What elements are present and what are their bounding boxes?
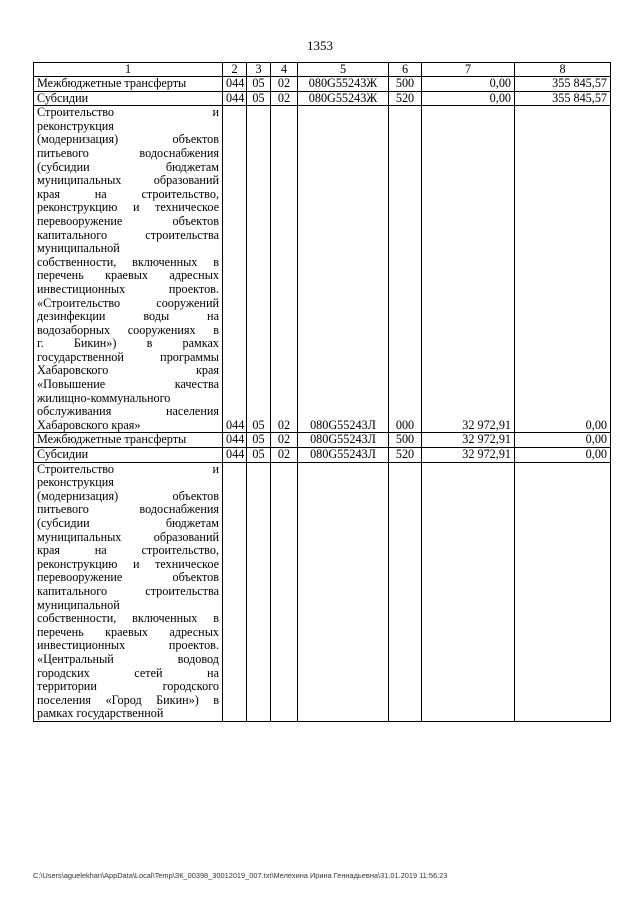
description-line: муниципальной [37, 241, 120, 256]
cell-section: 05 [247, 77, 271, 92]
description-line: дезинфекции воды на [37, 309, 219, 324]
page-number: 1353 [307, 38, 333, 53]
cell-subsection: 02 [271, 106, 298, 433]
cell-target: 080G55243Ж [298, 77, 389, 92]
cell-type: 500 [389, 433, 422, 448]
cell-type: 520 [389, 91, 422, 106]
cell-subsection: 02 [271, 77, 298, 92]
cell-target: 080G55243Л [298, 448, 389, 463]
table-row [34, 77, 611, 92]
description-line: питьевого водоснабжения [37, 502, 219, 517]
description-line: инвестиционных проектов. [37, 638, 219, 653]
description-line: перевооружение объектов [37, 213, 219, 228]
description-line: реконструкцию и техническое [37, 200, 219, 215]
table-row-project-1 [34, 106, 611, 433]
description-line: собственности, включенных в [37, 611, 219, 626]
cell-empty [298, 462, 389, 721]
description-line: «Центральный водовод [37, 651, 219, 666]
table-row [34, 433, 611, 448]
cell-amount-7: 32 972,91 [422, 106, 515, 433]
cell-grbs: 044 [223, 448, 247, 463]
header-col-8: 8 [515, 63, 611, 77]
cell-section: 05 [247, 91, 271, 106]
cell-amount-7: 0,00 [422, 77, 515, 92]
header-col-5: 5 [298, 63, 389, 77]
description-line: перевооружение объектов [37, 570, 219, 585]
cell-empty [271, 462, 298, 721]
description-line: (модернизация) объектов [37, 488, 219, 503]
cell-amount-7: 32 972,91 [422, 433, 515, 448]
description-line: Хабаровского края» [37, 417, 141, 432]
cell-target: 080G55243Л [298, 433, 389, 448]
cell-target: 080G55243Л [298, 106, 389, 433]
description-line: «Повышение качества [37, 377, 219, 392]
description-line: поселения «Город Бикин») в [37, 692, 219, 707]
header-col-7: 7 [422, 63, 515, 77]
description-line: рамках государственной [37, 706, 164, 721]
row-name: Субсидии [34, 448, 223, 463]
description-line: края на строительство, [37, 543, 219, 558]
table-row-project-2 [34, 462, 611, 721]
header-col-3: 3 [247, 63, 271, 77]
description-line: капитального строительства [37, 583, 219, 598]
description-line: собственности, включенных в [37, 254, 219, 269]
description-line: муниципальных образований [37, 529, 219, 544]
project-2-text [37, 463, 219, 721]
row-name: Субсидии [34, 91, 223, 106]
cell-empty [223, 462, 247, 721]
file-path-footer: C:\Users\aguelekhan\AppData\Local\Temp\ЗК_00398_30012019_007.txt\Мелехина Ирина Геннадьевна\31.01.2019 11:56:23 [33, 871, 448, 880]
cell-subsection: 02 [271, 433, 298, 448]
cell-grbs: 044 [223, 433, 247, 448]
description-line: муниципальных образований [37, 173, 219, 188]
header-col-1: 1 [34, 63, 223, 77]
description-line: реконструкция [37, 118, 114, 133]
row-name: Межбюджетные трансферты [34, 433, 223, 448]
cell-grbs: 044 [223, 106, 247, 433]
header-col-2: 2 [223, 63, 247, 77]
cell-subsection: 02 [271, 91, 298, 106]
description-line: края на строительство, [37, 186, 219, 201]
description-line: «Строительство сооружений [37, 295, 219, 310]
cell-section: 05 [247, 448, 271, 463]
cell-amount-7: 32 972,91 [422, 448, 515, 463]
cell-empty [247, 462, 271, 721]
cell-subsection: 02 [271, 448, 298, 463]
description-line: (субсидии бюджетам [37, 159, 219, 174]
header-col-6: 6 [389, 63, 422, 77]
cell-empty [422, 462, 515, 721]
cell-empty [515, 462, 611, 721]
description-line: обслуживания населения [37, 404, 219, 419]
cell-grbs: 044 [223, 91, 247, 106]
cell-section: 05 [247, 433, 271, 448]
description-line: инвестиционных проектов. [37, 281, 219, 296]
description-line: (субсидии бюджетам [37, 516, 219, 530]
cell-amount-8: 0,00 [515, 433, 611, 448]
cell-amount-8: 0,00 [515, 448, 611, 463]
cell-amount-7: 0,00 [422, 91, 515, 106]
description-line: перечень краевых адресных [37, 268, 219, 283]
cell-amount-8: 355 845,57 [515, 77, 611, 92]
description-line: Строительство и [37, 462, 219, 476]
description-line: городских сетей на [37, 665, 219, 680]
description-line: Хабаровского края [37, 363, 219, 378]
cell-target: 080G55243Ж [298, 91, 389, 106]
cell-type: 000 [389, 106, 422, 433]
project-1-description [34, 106, 223, 433]
description-line: (модернизация) объектов [37, 132, 219, 147]
description-line: Строительство и [37, 105, 219, 120]
description-line: муниципальной [37, 597, 120, 612]
cell-grbs: 044 [223, 77, 247, 92]
project-1-text [37, 106, 219, 432]
description-line: реконструкцию и техническое [37, 556, 219, 571]
description-line: капитального строительства [37, 227, 219, 242]
header-row [34, 63, 611, 77]
row-name: Межбюджетные трансферты [34, 77, 223, 92]
description-line: питьевого водоснабжения [37, 145, 219, 160]
description-line: реконструкция [37, 475, 114, 490]
header-col-4: 4 [271, 63, 298, 77]
cell-amount-8: 355 845,57 [515, 91, 611, 106]
table-row [34, 448, 611, 463]
description-line: г. Бикин») в рамках [37, 336, 219, 351]
cell-type: 520 [389, 448, 422, 463]
project-2-description [34, 462, 223, 721]
description-line: территории городского [37, 679, 219, 694]
cell-empty [389, 462, 422, 721]
description-line: перечень краевых адресных [37, 624, 219, 639]
cell-amount-8: 0,00 [515, 106, 611, 433]
description-line: водозаборных сооружениях в [37, 322, 219, 337]
cell-type: 500 [389, 77, 422, 92]
description-line: жилищно-коммунального [37, 390, 171, 405]
table-row [34, 91, 611, 106]
description-line: государственной программы [37, 349, 219, 364]
cell-section: 05 [247, 106, 271, 433]
budget-table [33, 62, 611, 722]
